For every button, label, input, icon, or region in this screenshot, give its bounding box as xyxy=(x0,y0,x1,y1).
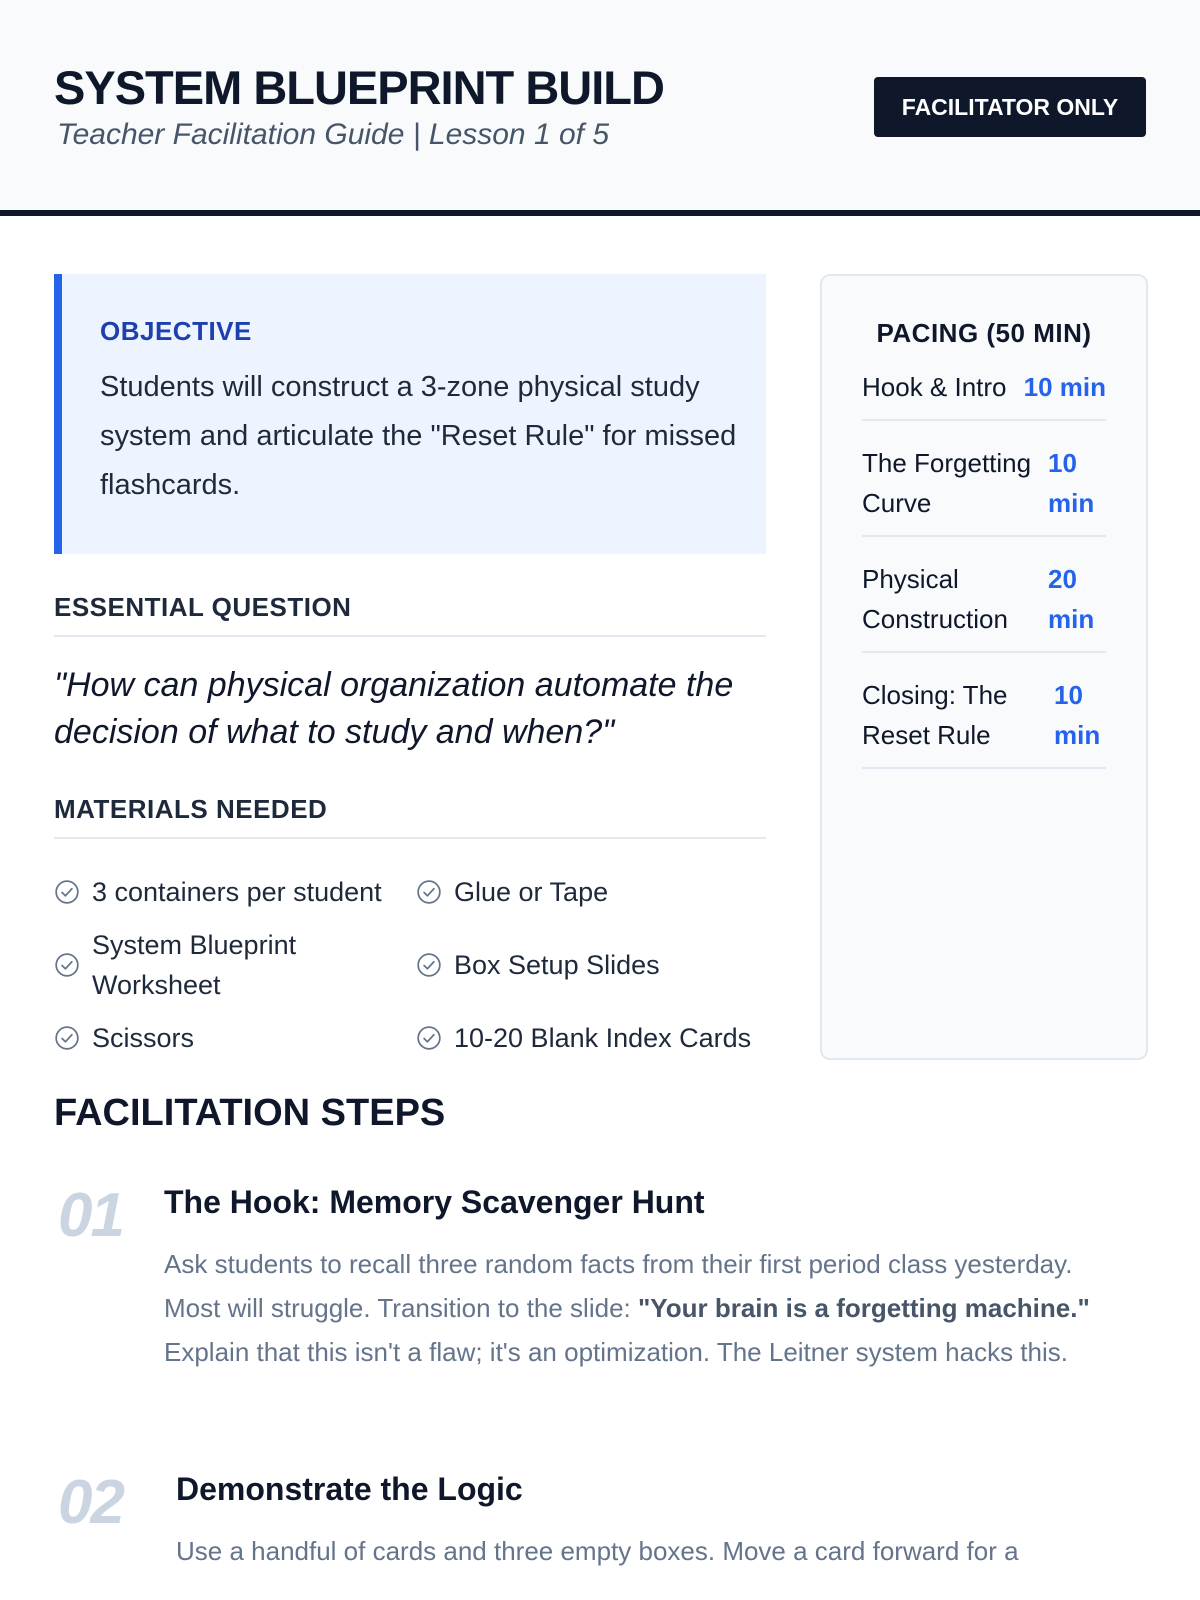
material-label: Scissors xyxy=(92,1023,195,1053)
check-circle-icon xyxy=(416,952,442,978)
pacing-panel xyxy=(820,274,1148,1060)
page-title: SYSTEM BLUEPRINT BUILD xyxy=(54,61,664,114)
step-body: Ask students to recall three random facts from their first period class yesterday. Most will struggle. Transition to the slide: "Your brain is a forgetting machine." Explain that this isn't a flaw; it's an optimization. The Leitner system hacks this. xyxy=(164,1249,1090,1367)
material-label: System Blueprint Worksheet xyxy=(92,930,297,1000)
material-label: 3 containers per student xyxy=(92,877,382,907)
objective-box xyxy=(54,274,766,554)
pacing-label: Physical Construction xyxy=(862,564,1008,634)
objective-text: Students will construct a 3-zone physical study system and articulate the "Reset Rule" for missed flashcards. xyxy=(100,371,737,501)
check-circle-icon xyxy=(416,1025,442,1051)
material-item xyxy=(54,872,382,912)
essential-question-label: ESSENTIAL QUESTION xyxy=(54,592,766,637)
pacing-title: PACING (50 MIN) xyxy=(876,318,1092,348)
material-item xyxy=(416,1018,751,1058)
essential-question-text: "How can physical organization automate the decision of what to study and when?" xyxy=(54,666,734,751)
pacing-label: The Forgetting Curve xyxy=(862,448,1032,518)
material-item xyxy=(416,872,608,912)
material-label: 10-20 Blank Index Cards xyxy=(454,1023,752,1053)
pacing-time: 20 min xyxy=(1048,564,1095,634)
material-label: Glue or Tape xyxy=(454,877,609,907)
check-circle-icon xyxy=(54,1025,80,1051)
pacing-label: Closing: The Reset Rule xyxy=(862,680,1008,750)
step-title: The Hook: Memory Scavenger Hunt xyxy=(164,1184,705,1220)
pacing-row xyxy=(862,559,1106,653)
facilitator-badge: FACILITATOR ONLY xyxy=(874,77,1146,137)
material-item xyxy=(416,945,660,985)
materials-label: MATERIALS NEEDED xyxy=(54,794,766,839)
pacing-row xyxy=(862,443,1106,537)
check-circle-icon xyxy=(416,879,442,905)
pacing-label: Hook & Intro xyxy=(862,372,1007,402)
material-item xyxy=(54,925,394,1005)
facilitation-steps-title: FACILITATION STEPS xyxy=(54,1092,446,1134)
check-circle-icon xyxy=(54,879,80,905)
step-body: Use a handful of cards and three empty boxes. Move a card forward for a xyxy=(176,1536,1019,1566)
pacing-time: 10 min xyxy=(1048,448,1095,518)
material-label: Box Setup Slides xyxy=(454,950,660,980)
pacing-time: 10 min xyxy=(1023,372,1106,402)
objective-label: OBJECTIVE xyxy=(100,316,252,346)
material-item xyxy=(54,1018,194,1058)
step-title: Demonstrate the Logic xyxy=(176,1471,523,1507)
page-header xyxy=(0,0,1200,216)
step-number: 02 xyxy=(58,1468,123,1537)
page-subtitle: Teacher Facilitation Guide | Lesson 1 of 5 xyxy=(57,118,610,151)
pacing-row xyxy=(862,675,1106,769)
pacing-row xyxy=(862,367,1106,421)
main-content xyxy=(0,216,1200,1594)
check-circle-icon xyxy=(54,952,80,978)
pacing-time: 10 min xyxy=(1054,680,1101,750)
step-number: 01 xyxy=(58,1181,123,1250)
